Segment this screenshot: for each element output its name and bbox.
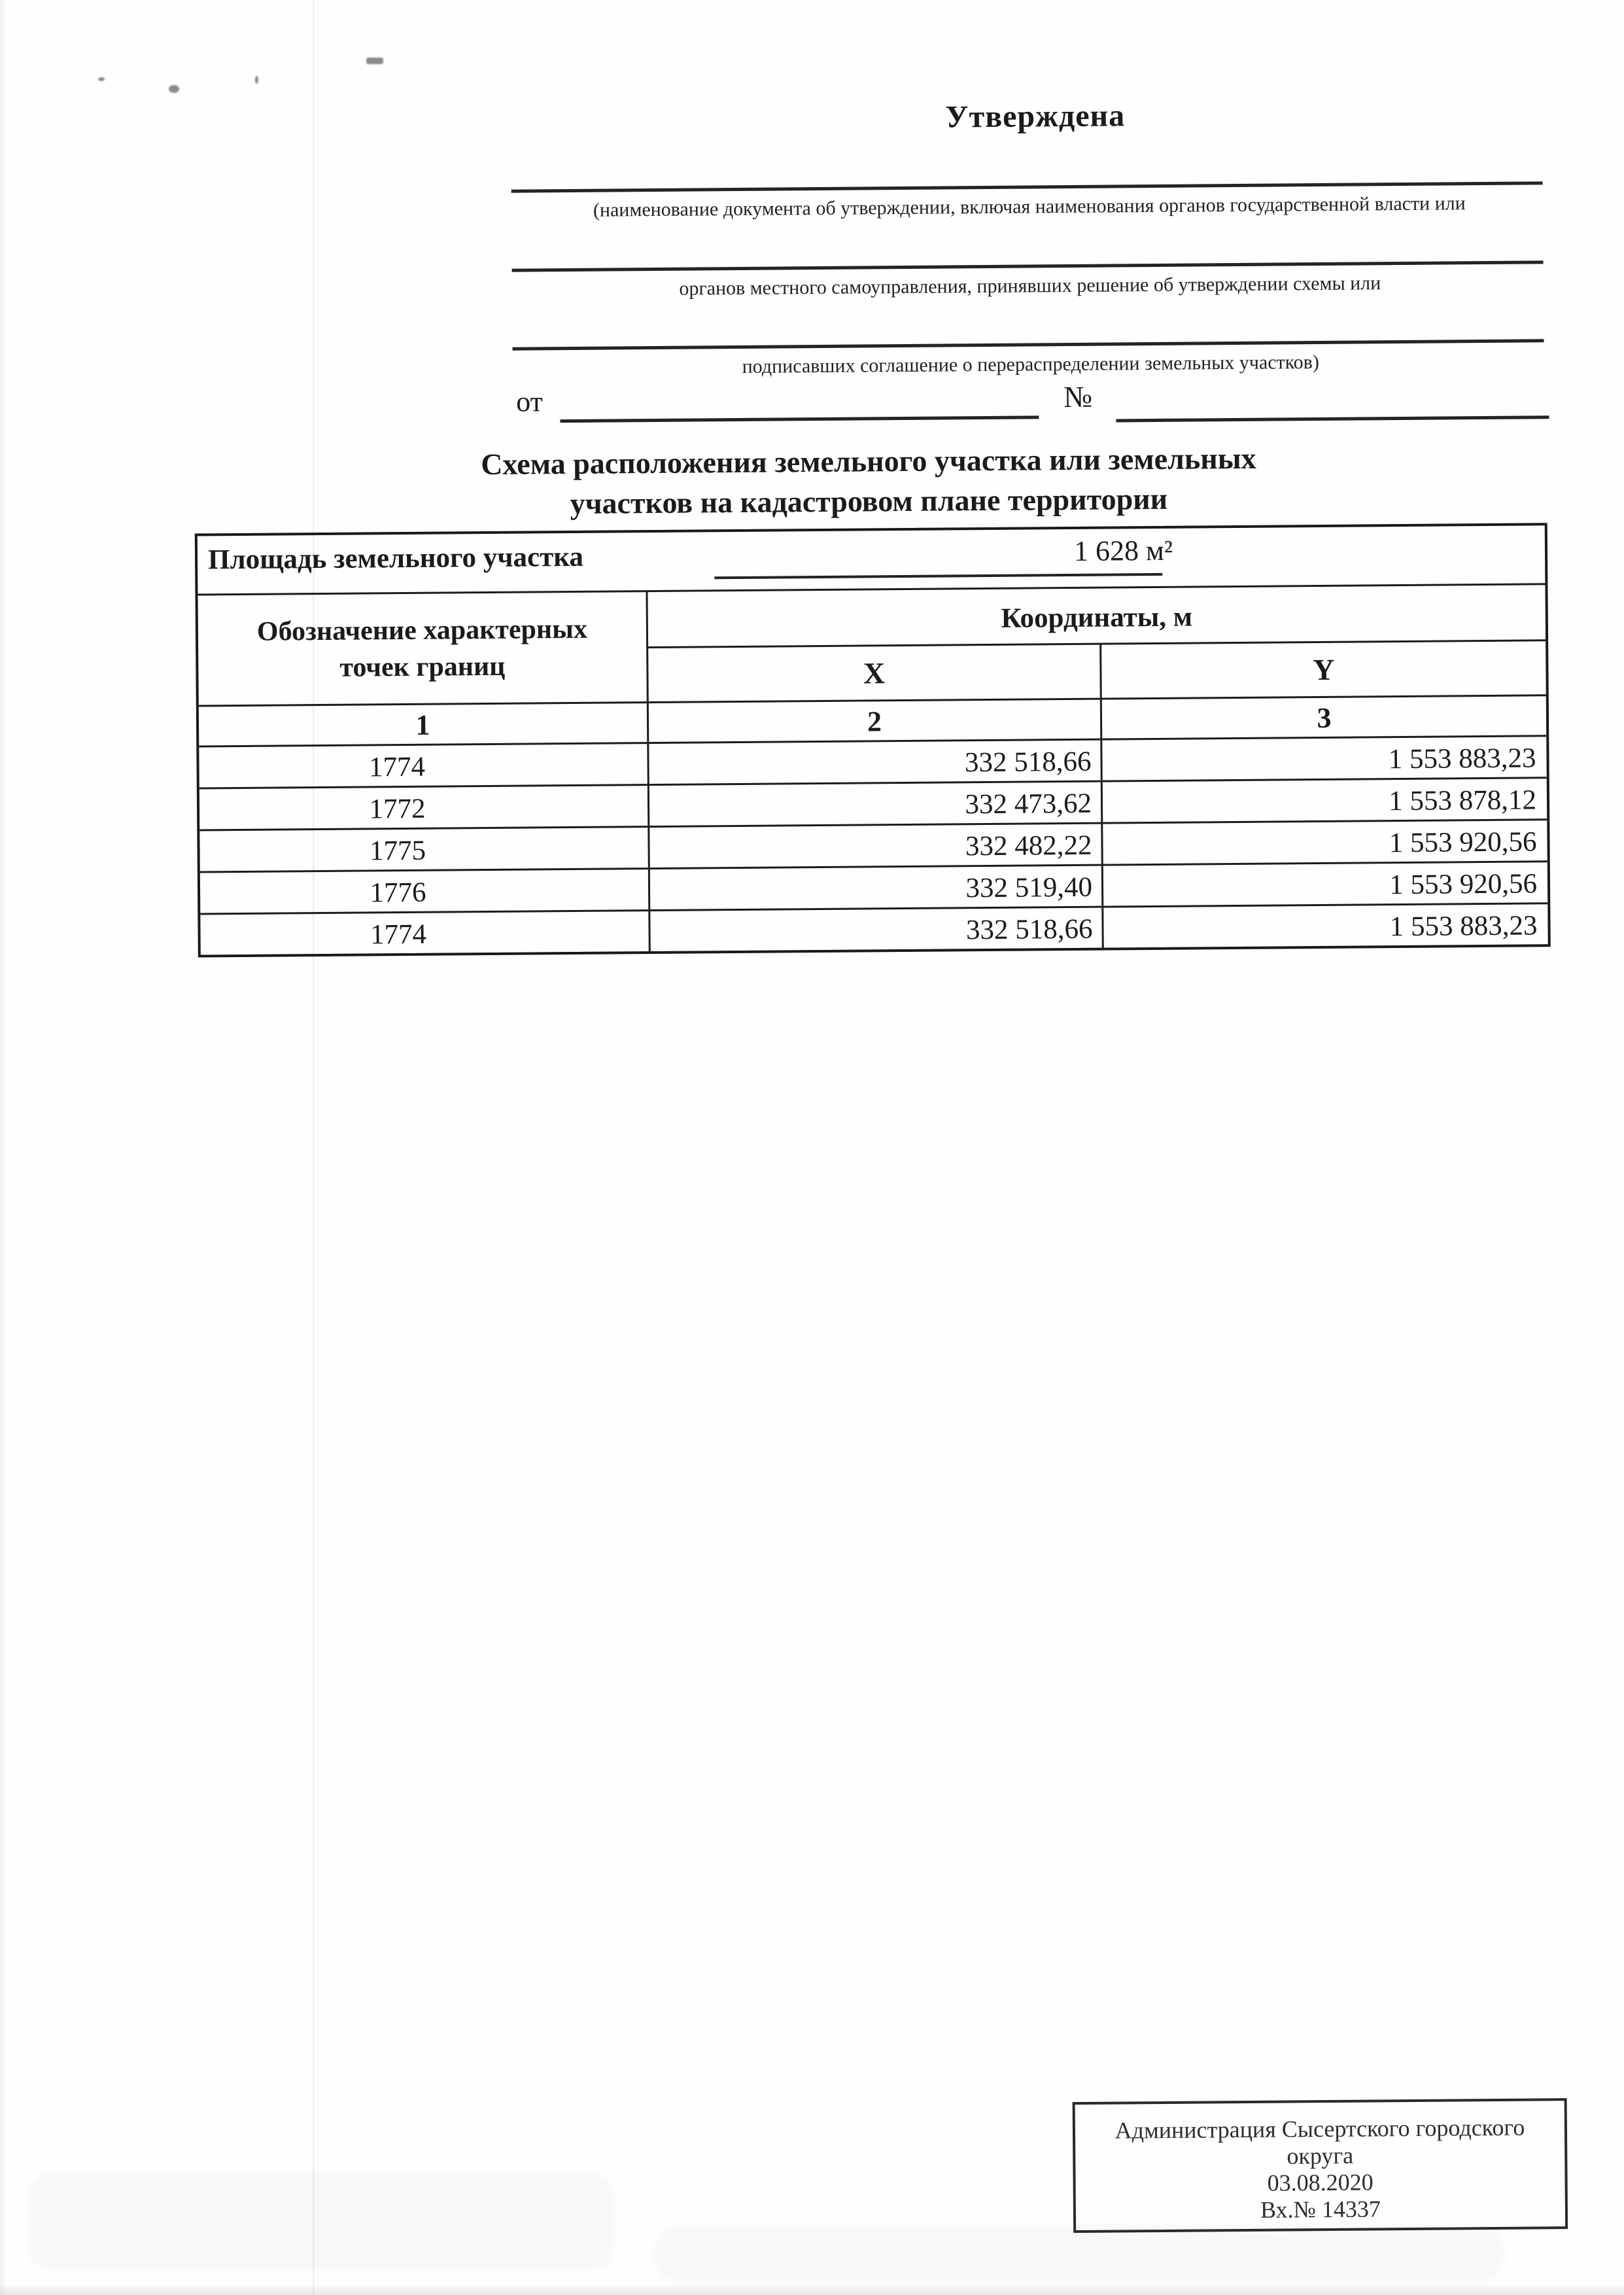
- page-title: [215, 436, 1523, 527]
- column-header-coordinates: Координаты, м: [646, 583, 1546, 646]
- table-row-4-point: 1776: [200, 867, 648, 913]
- table-row-4-x: 332 519,40: [648, 864, 1101, 909]
- point-designation-line-1: Обозначение характерных: [256, 614, 588, 647]
- table-row-5-y: 1 553 883,23: [1101, 902, 1547, 947]
- column-header-y: Y: [1099, 639, 1546, 697]
- column-number-2: 2: [647, 698, 1100, 742]
- table-row-1-point: 1774: [199, 742, 647, 787]
- land-area-value: [1074, 534, 1173, 568]
- stamp-date: 03.08.2020: [1267, 2169, 1373, 2196]
- column-number-3: 3: [1100, 694, 1546, 738]
- table-row-3-point: 1775: [199, 826, 648, 871]
- number-fill-line: [1116, 415, 1549, 422]
- page-title-line-2: участков на кадастровом плане территории: [570, 482, 1168, 521]
- approval-fill-line-3: [513, 339, 1544, 350]
- table-row-2-point: 1772: [199, 784, 648, 829]
- table-row-3-y: 1 553 920,56: [1101, 818, 1547, 864]
- date-from-label: от: [515, 385, 544, 418]
- approval-caption-3: подписавших соглашение о перераспределении земельных участков): [742, 351, 1320, 377]
- registration-stamp: [1073, 2098, 1568, 2233]
- stamp-organization-line-1: Администрация Сысертского городского: [1114, 2114, 1525, 2144]
- approval-fill-line-2: [512, 260, 1544, 272]
- table-row-2-y: 1 553 878,12: [1101, 777, 1547, 822]
- point-designation-line-2: точек границ: [339, 651, 506, 683]
- land-area-row: [198, 525, 1546, 593]
- approval-caption-2: органов местного самоуправления, принявших решение об утверждении схемы или: [679, 272, 1381, 300]
- page-title-line-1: Схема расположения земельного участка или земельных: [481, 441, 1256, 482]
- coordinates-table: [195, 523, 1551, 957]
- approval-fill-line-1: [511, 181, 1543, 192]
- table-row-1-x: 332 518,66: [647, 739, 1100, 784]
- table-row-1-y: 1 553 883,23: [1100, 735, 1546, 780]
- column-header-point-designation: [198, 590, 646, 705]
- column-number-1: 1: [199, 701, 647, 745]
- land-area-fill-line: [714, 573, 1162, 579]
- table-row-4-y: 1 553 920,56: [1101, 860, 1547, 905]
- land-area-label: Площадь земельного участка: [207, 541, 584, 576]
- table-row-5-x: 332 518,66: [648, 906, 1101, 951]
- approved-heading: Утверждена: [945, 98, 1126, 135]
- table-row-2-x: 332 473,62: [648, 780, 1101, 826]
- land-area-unit: м²: [1145, 534, 1173, 567]
- column-header-x: X: [646, 643, 1100, 701]
- stamp-organization-line-2: округа: [1287, 2142, 1354, 2169]
- table-row-5-point: 1774: [200, 909, 648, 955]
- land-area-number: 1 628: [1073, 534, 1139, 567]
- stamp-incoming-number: Вх.№ 14337: [1260, 2196, 1381, 2223]
- approval-caption-1: (наименование документа об утверждении, включая наименования органов государственной власти или: [593, 192, 1466, 221]
- date-fill-line: [560, 415, 1039, 423]
- table-row-3-x: 332 482,22: [648, 822, 1101, 867]
- document-number-label: №: [1063, 379, 1093, 414]
